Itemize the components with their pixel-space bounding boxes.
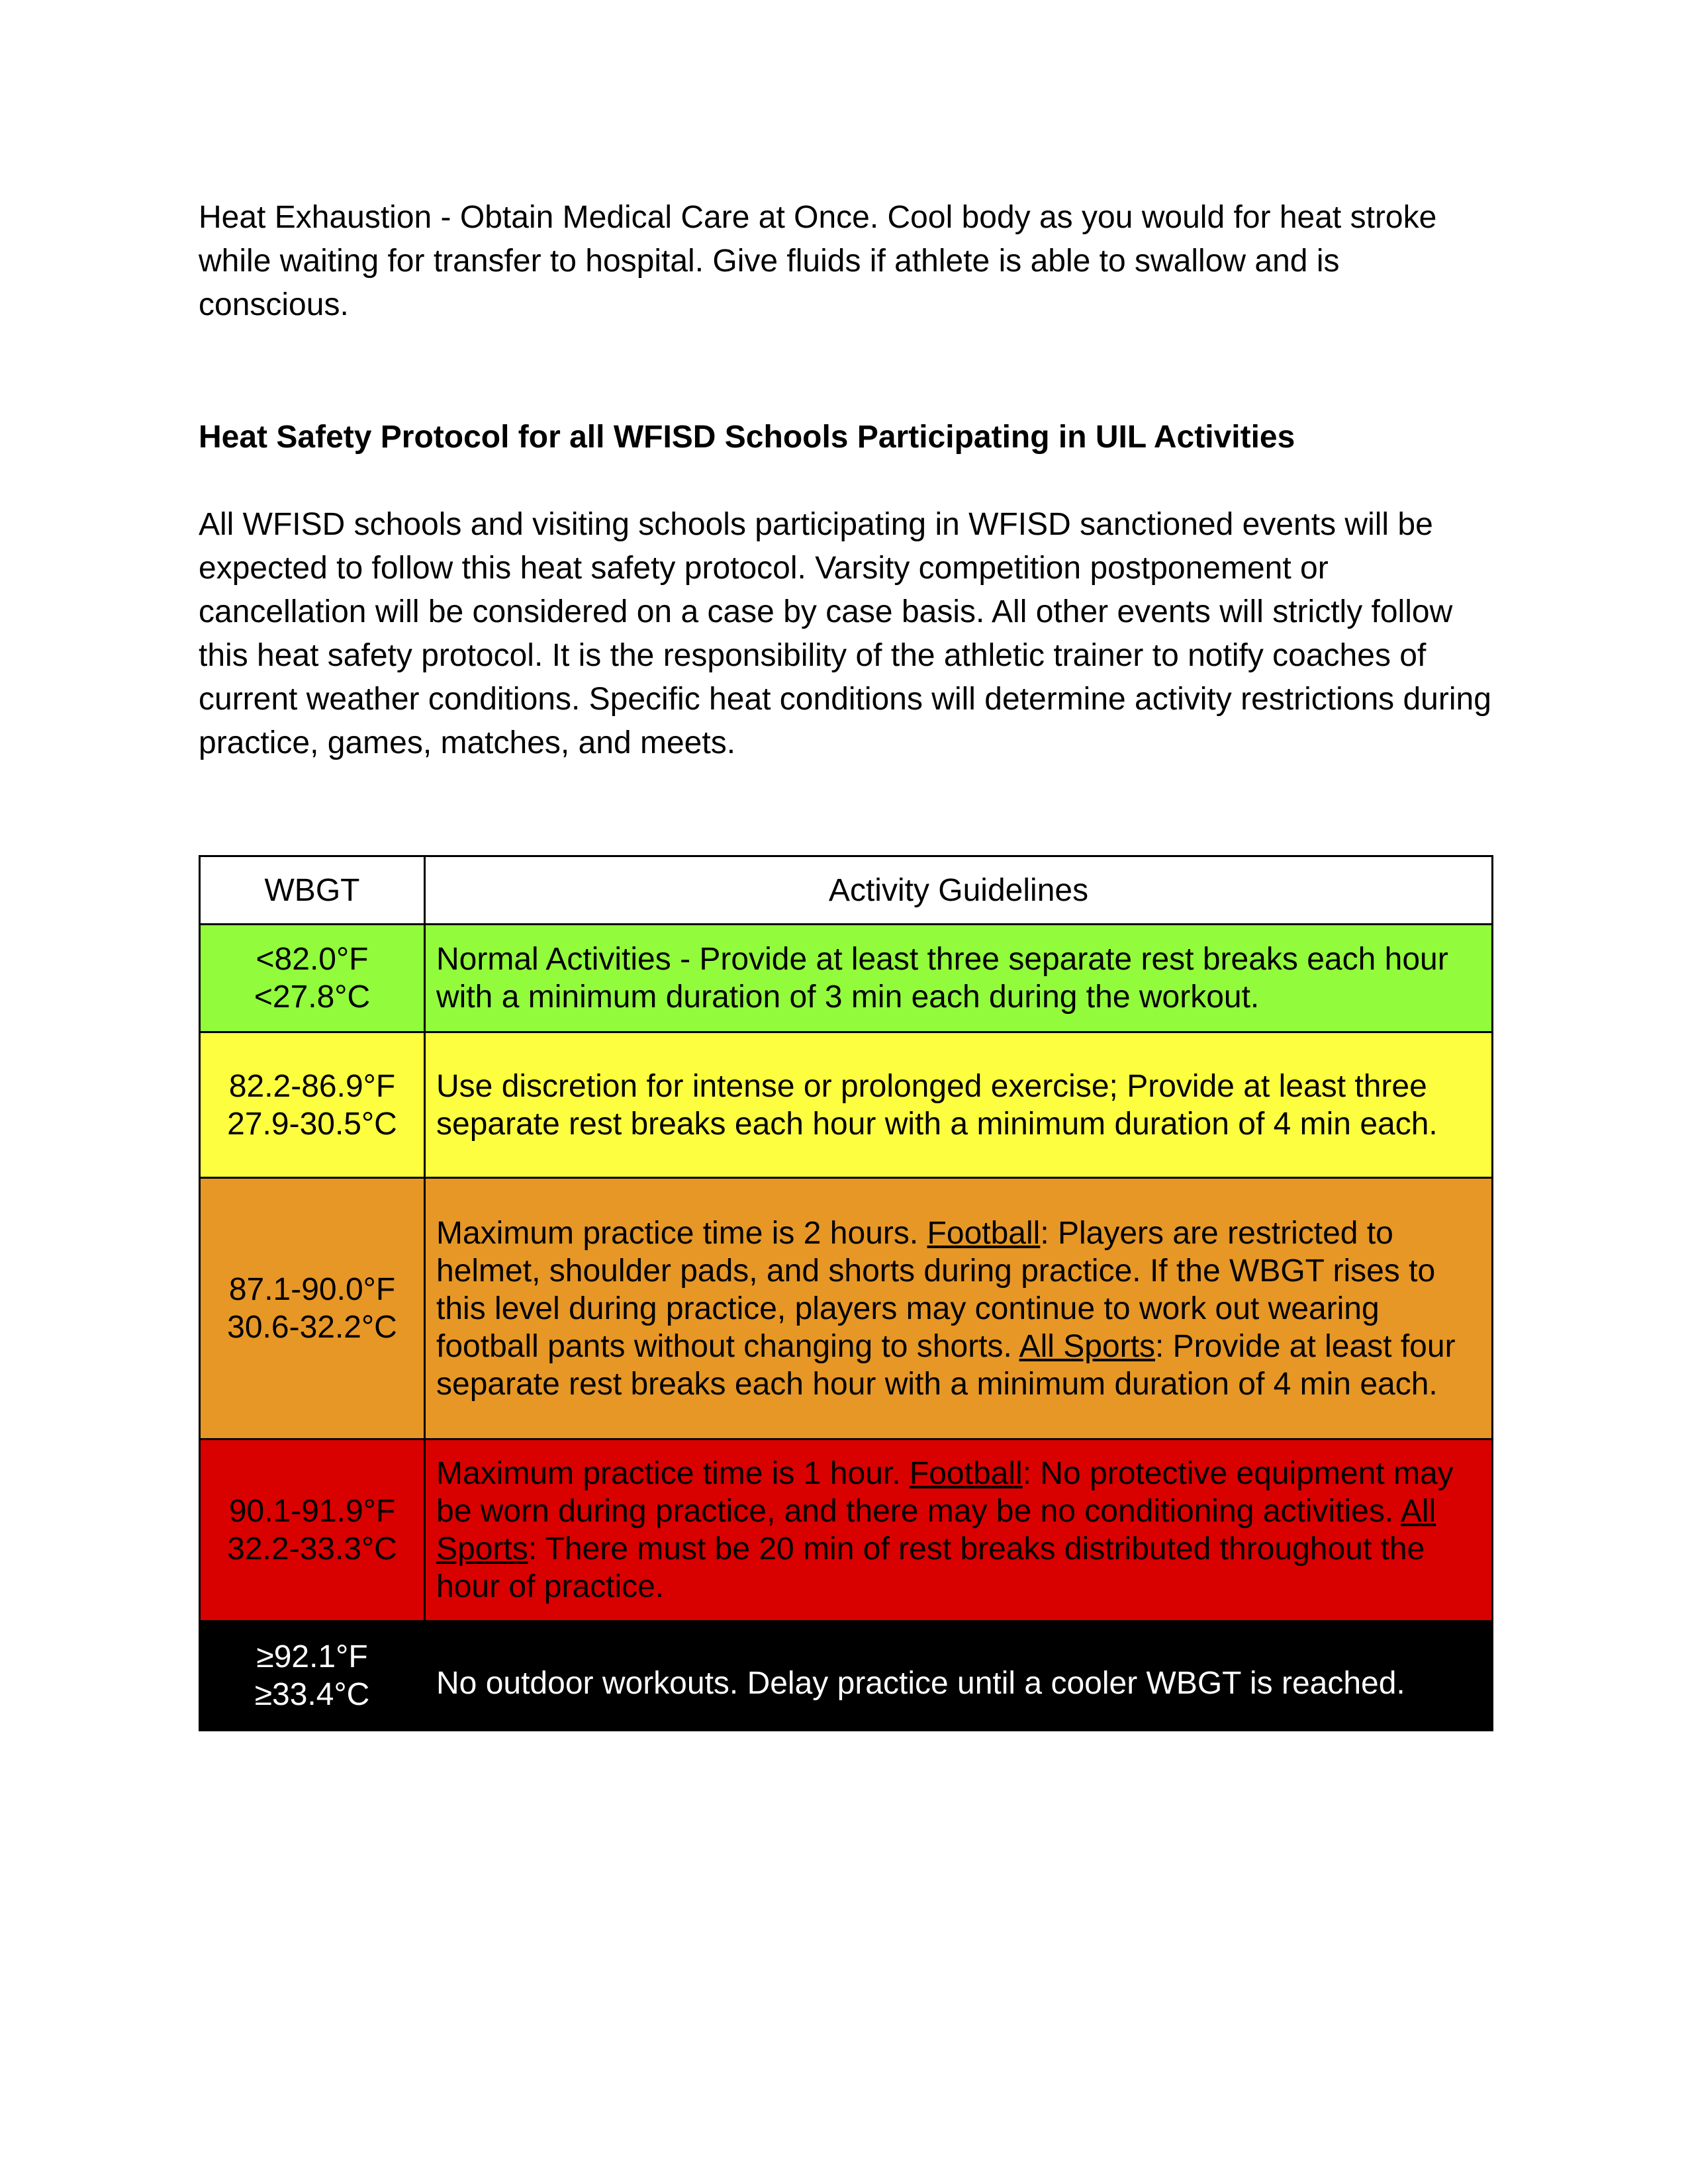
wbgt-range-cell xyxy=(200,925,425,1032)
wbgt-guidelines-table xyxy=(199,855,1493,1731)
table-header-row xyxy=(200,856,1493,925)
guideline-text: Normal Activities - Provide at least three separate rest breaks each hour with a minimum duration of 3 min each during the workout. xyxy=(436,942,1448,1015)
range-fahrenheit: ≥92.1°F xyxy=(256,1639,368,1674)
range-celsius: ≥33.4°C xyxy=(254,1677,370,1712)
wbgt-range-cell xyxy=(200,1621,425,1731)
header-wbgt: WBGT xyxy=(200,856,425,925)
range-celsius: 32.2-33.3°C xyxy=(227,1531,397,1567)
table-row-black xyxy=(200,1621,1493,1731)
guideline-cell xyxy=(425,1032,1493,1178)
range-fahrenheit: 82.2-86.9°F xyxy=(228,1068,396,1104)
wbgt-range-cell xyxy=(200,1178,425,1439)
protocol-paragraph: All WFISD schools and visiting schools participating in WFISD sanctioned events will be expected to follow this heat safety protocol. Varsity competition postponement or cancellation will be considered on a case by case basis. All other events will strictly follow this heat safety protocol. It is the responsibility of the athletic trainer to notify coaches of current weather conditions. Specific heat conditions will determine activity restrictions during practice, games, matches, and meets. xyxy=(199,507,1491,760)
section-title: Heat Safety Protocol for all WFISD Schools Participating in UIL Activities xyxy=(199,420,1295,455)
guideline-cell xyxy=(425,925,1493,1032)
guideline-text: : Players are restricted to helmet, shoulder pads, and shorts during practice. If the WBGT rises to this level during practice, players may continue to work out wearing football pants without changing to shorts. xyxy=(436,1215,1436,1364)
table-row-red xyxy=(200,1439,1493,1621)
guideline-text: : Provide at least four separate rest breaks each hour with a minimum duration of 4 min each. xyxy=(436,1328,1456,1402)
guideline-text: : No protective equipment may be worn during practice, and there may be no conditioning activities. xyxy=(436,1456,1454,1529)
range-fahrenheit: 87.1-90.0°F xyxy=(228,1272,396,1307)
table-row-green xyxy=(200,925,1493,1032)
football-label: Football xyxy=(909,1456,1023,1491)
range-celsius: <27.8°C xyxy=(254,979,371,1015)
guideline-text: : There must be 20 min of rest breaks distributed throughout the hour of practice. xyxy=(436,1531,1425,1604)
header-activity-guidelines: Activity Guidelines xyxy=(425,856,1493,925)
range-celsius: 27.9-30.5°C xyxy=(227,1106,397,1142)
range-celsius: 30.6-32.2°C xyxy=(227,1310,397,1345)
heat-exhaustion-paragraph: Heat Exhaustion - Obtain Medical Care at Once. Cool body as you would for heat stroke while waiting for transfer to hospital. Give fluids if athlete is able to swallow and is conscious. xyxy=(199,200,1437,322)
guideline-cell xyxy=(425,1439,1493,1621)
wbgt-range-cell xyxy=(200,1439,425,1621)
all-sports-label: All Sports xyxy=(1019,1328,1155,1364)
guideline-text: Maximum practice time is 1 hour. xyxy=(436,1456,910,1491)
guideline-text: Maximum practice time is 2 hours. xyxy=(436,1215,927,1251)
all-sports-label: All Sports xyxy=(436,1494,1436,1567)
table-row-yellow xyxy=(200,1032,1493,1178)
guideline-cell xyxy=(425,1621,1493,1731)
football-label: Football xyxy=(927,1215,1041,1251)
wbgt-range-cell xyxy=(200,1032,425,1178)
guideline-cell xyxy=(425,1178,1493,1439)
guideline-text: Use discretion for intense or prolonged exercise; Provide at least three separate rest breaks each hour with a minimum duration of 4 min each. xyxy=(436,1068,1438,1142)
table-row-orange xyxy=(200,1178,1493,1439)
range-fahrenheit: <82.0°F xyxy=(256,942,369,977)
guideline-text: No outdoor workouts. Delay practice until a cooler WBGT is reached. xyxy=(436,1665,1405,1701)
range-fahrenheit: 90.1-91.9°F xyxy=(228,1494,396,1529)
